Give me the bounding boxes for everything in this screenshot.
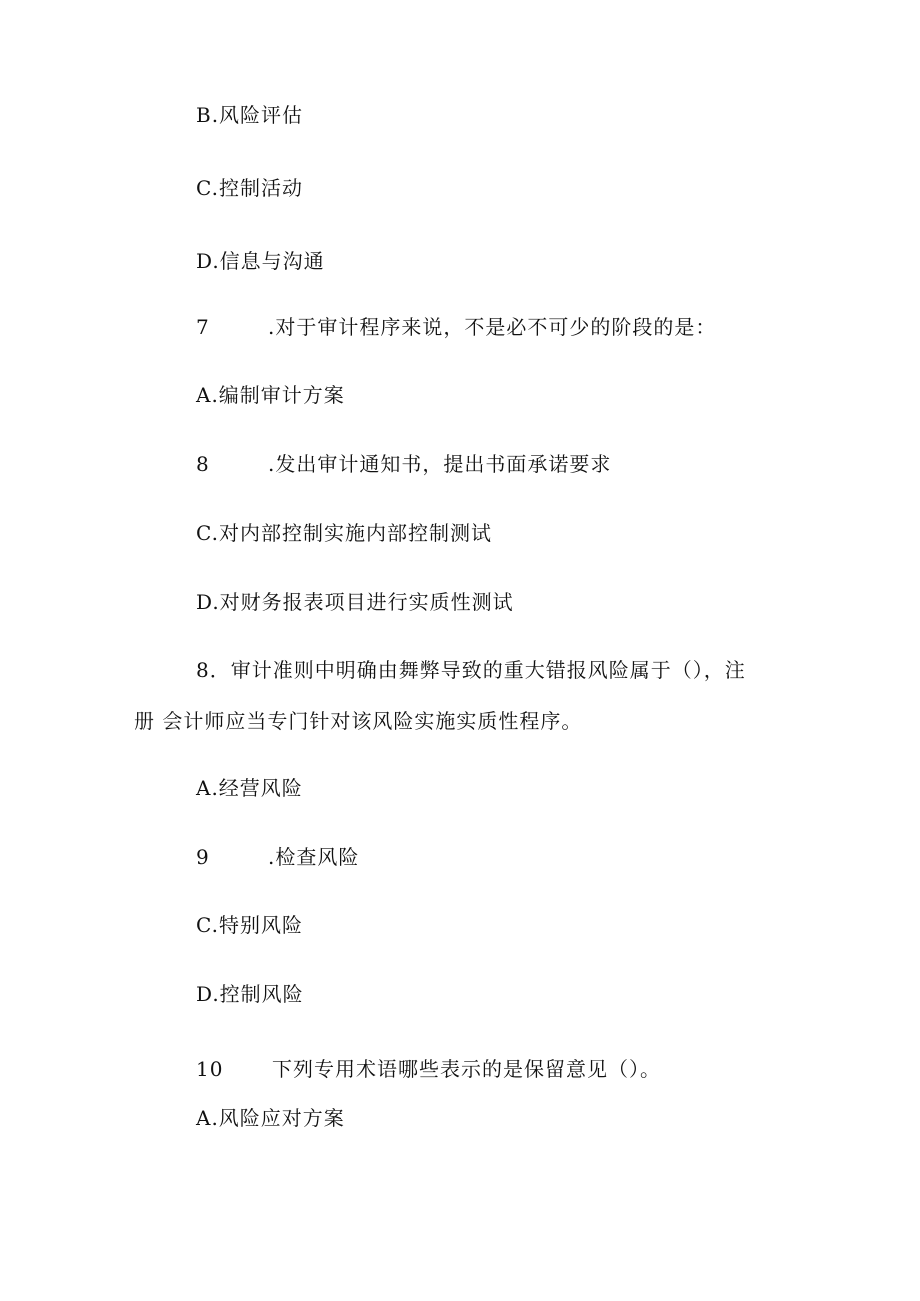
option-b-audit-notice-text: .发出审计通知书，提出书面承诺要求 [268,452,612,476]
option-b-detection-risk-text: .检查风险 [268,845,360,869]
option-b-risk-assessment: B.风险评估 [196,103,304,127]
option-d-information-communication: D.信息与沟通 [196,249,325,273]
option-a-business-risk: A.经营风险 [196,776,303,800]
question-10-number: 10 [196,1057,224,1081]
option-b-audit-notice [0,451,920,477]
option-c-internal-control-test: C.对内部控制实施内部控制测试 [196,521,492,545]
option-a-audit-plan: A.编制审计方案 [196,383,345,407]
option-b-detection-risk [0,844,920,870]
option-d-substantive-test: D.对财务报表项目进行实质性测试 [196,590,514,614]
option-b-detection-risk-number: 9 [196,845,210,869]
option-c-special-risk: C.特别风险 [196,913,303,937]
option-a-risk-response-plan: A.风险应对方案 [196,1106,345,1130]
question-7-number: 7 [196,315,210,339]
question-7-text: .对于审计程序来说，不是必不可少的阶段的是： [268,315,717,339]
question-8-line-1: 8．审计准则中明确由舞弊导致的重大错报风险属于（），注 [196,658,746,682]
question-10 [0,1056,920,1082]
question-10-text: 下列专用术语哪些表示的是保留意见（）。 [272,1057,661,1081]
option-c-control-activities: C.控制活动 [196,176,303,200]
question-8-line-2: 册 会计师应当专门针对该风险实施实质性程序。 [134,709,583,733]
option-d-control-risk: D.控制风险 [196,982,304,1006]
question-7 [0,314,920,340]
option-b-audit-notice-number: 8 [196,452,210,476]
